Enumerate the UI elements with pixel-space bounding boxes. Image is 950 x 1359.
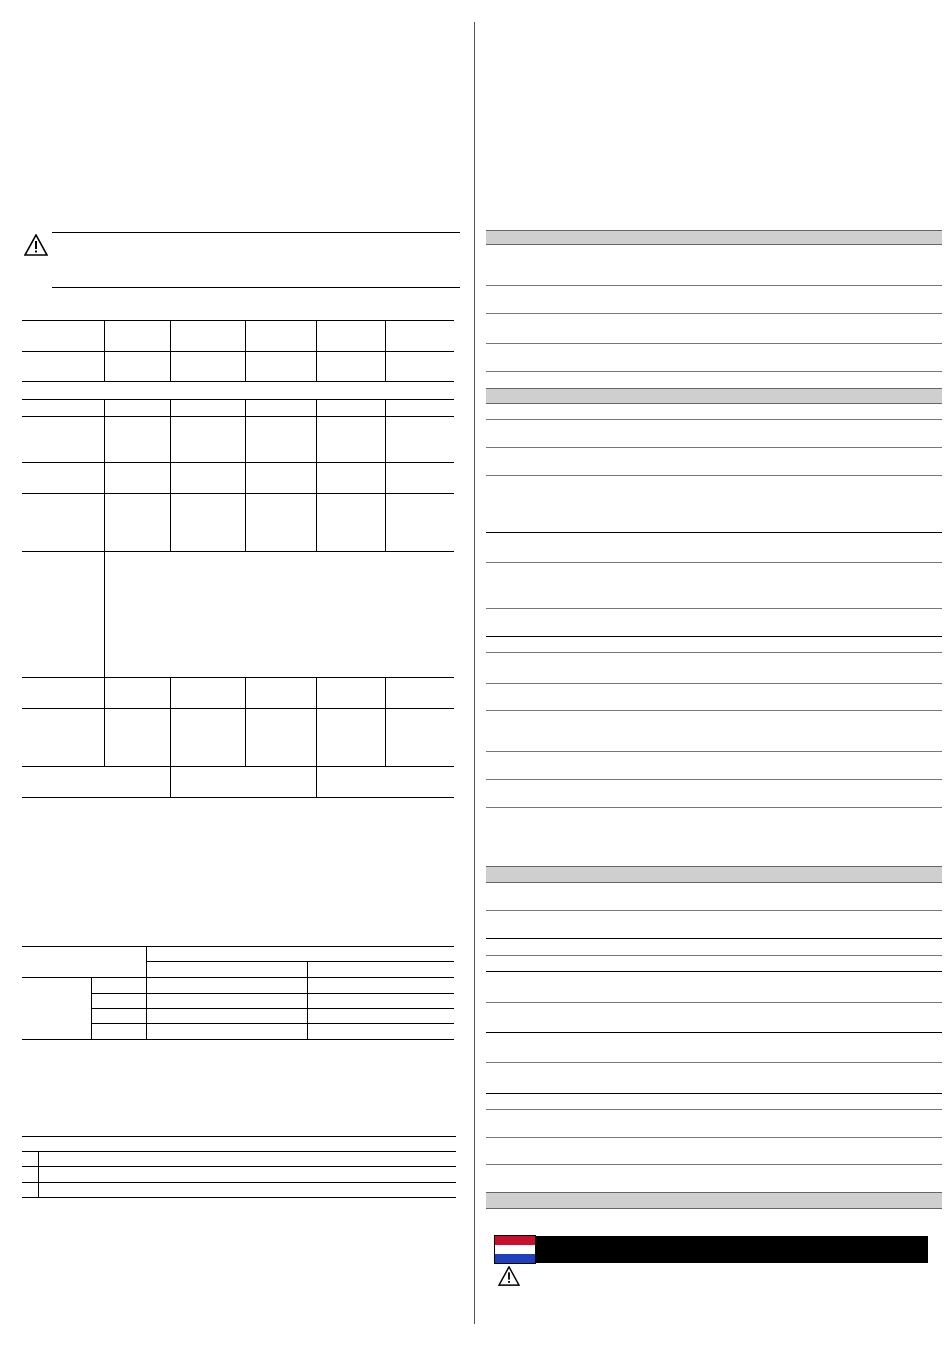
section-bar-4 (486, 1192, 942, 1209)
warning-triangle-icon (497, 1266, 521, 1286)
section-bar-2 (486, 388, 942, 404)
warning-rule-bottom (52, 287, 460, 288)
warning-triangle-icon (24, 234, 48, 256)
warning-rule-top (52, 232, 460, 233)
section-bar-1 (486, 230, 942, 245)
banner-bar (536, 1236, 928, 1263)
column-divider (474, 22, 475, 1324)
section-bar-3 (486, 866, 942, 883)
netherlands-flag-icon (494, 1235, 536, 1264)
